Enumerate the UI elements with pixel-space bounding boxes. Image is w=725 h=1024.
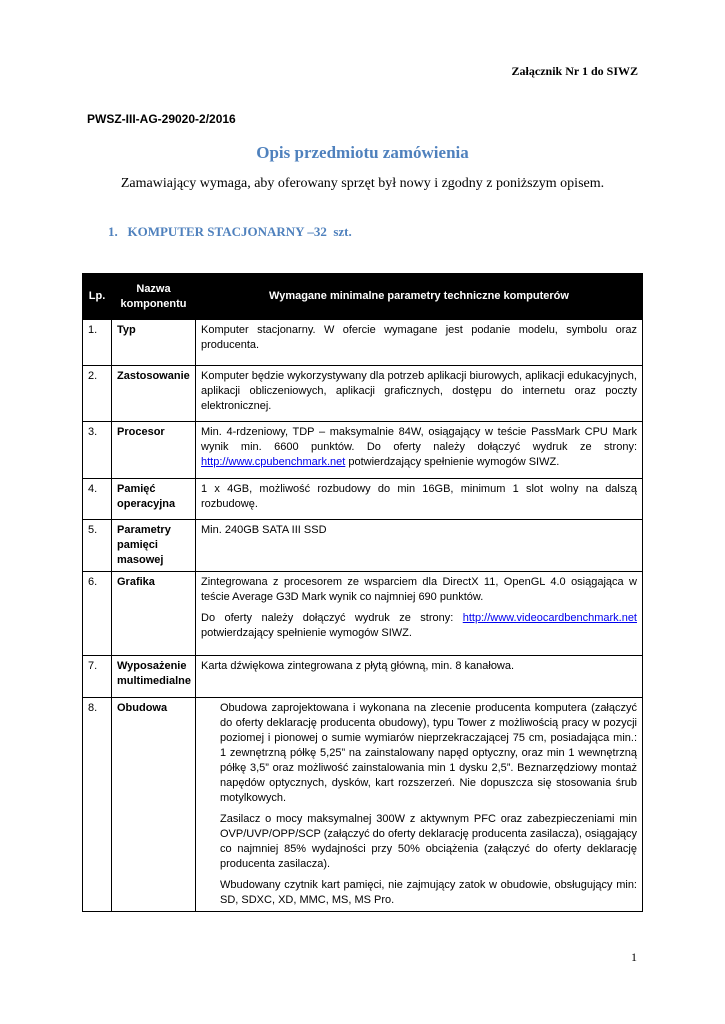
header-name: Nazwa komponentu (112, 274, 196, 320)
row-desc (196, 572, 643, 656)
row-desc: Karta dźwiękowa zintegrowana z płytą główną, min. 8 kanałowa. (196, 656, 643, 698)
intro-text: Zamawiający wymaga, aby oferowany sprzęt był nowy i zgodny z poniższym opisem. (120, 176, 605, 191)
row-lp: 4. (83, 479, 112, 520)
row-lp: 1. (83, 320, 112, 366)
row-name: Zastosowanie (112, 366, 196, 422)
header-params: Wymagane minimalne parametry techniczne komputerów (196, 274, 643, 320)
row-desc-text: potwierdzający spełnienie wymogów SIWZ. (201, 627, 412, 639)
row-desc (196, 422, 643, 479)
table-row (83, 698, 643, 912)
table-row (83, 422, 643, 479)
row-desc: Komputer stacjonarny. W ofercie wymagane jest podanie modelu, symbolu oraz producenta. (196, 320, 643, 366)
row-desc: Min. 240GB SATA III SSD (196, 520, 643, 572)
section-heading: 1. KOMPUTER STACJONARNY –32 szt. (108, 224, 352, 239)
attachment-label: Załącznik Nr 1 do SIWZ (511, 64, 638, 78)
page-number: 1 (631, 950, 637, 964)
row-lp: 5. (83, 520, 112, 572)
row-desc-text: Min. 4-rdzeniowy, TDP – maksymalnie 84W, osiągający w teście PassMark CPU Mark wynik min. 6600 punktów. Do oferty należy dołączyć wydruk ze strony: (201, 426, 637, 453)
cpubenchmark-link[interactable]: http://www.cpubenchmark.net (201, 456, 346, 468)
row-desc-paragraph: Obudowa zaprojektowana i wykonana na zlecenie producenta komputera (załączyć do oferty deklarację producenta obudowy), typu Tower z możliwością pracy w pozycji poziomej i pionowej o sumie wymiarów nieprzekraczającej 75 cm, posiadająca min.: 1 zewnętrzną półkę 5,25” na zainstalowany napęd optyczny, oraz min 1 wewnętrzną półkę 3,5” oraz możliwość zainstalowania min 1 dysku 2,5”. Beznarzędziowy montaż napędów optycznych, dysków, kart rozszerzeń. Nie dopuszcza się stosowania śrub motylkowych. (220, 702, 637, 804)
row-desc (196, 698, 643, 912)
row-desc-text: potwierdzający spełnienie wymogów SIWZ. (345, 456, 560, 468)
row-desc-paragraph (201, 611, 637, 641)
table-row (83, 572, 643, 656)
row-desc-text: Do oferty należy dołączyć wydruk ze strony: (201, 612, 463, 624)
row-lp: 2. (83, 366, 112, 422)
table-row (83, 320, 643, 366)
row-lp: 7. (83, 656, 112, 698)
row-desc-paragraph: Zasilacz o mocy maksymalnej 300W z aktywnym PFC oraz zabezpieczeniami min OVP/UVP/OPP/SCP (załączyć do oferty deklarację producenta zasilacza), osiągający co najmniej 85% wydajności przy 50% obciążenia (załączyć do oferty deklarację producenta zasilacza). (220, 813, 637, 870)
row-lp: 3. (83, 422, 112, 479)
row-name: Typ (112, 320, 196, 366)
spec-table (82, 273, 643, 912)
row-name: Procesor (112, 422, 196, 479)
row-desc-paragraph: Zintegrowana z procesorem ze wsparciem dla DirectX 11, OpenGL 4.0 osiągająca w teście Average G3D Mark wynik co najmniej 690 punktów. (201, 576, 637, 603)
row-desc-paragraph: Wbudowany czytnik kart pamięci, nie zajmujący zatok w obudowie, obsługujący min: SD, SDXC, XD, MMC, MS, MS Pro. (220, 879, 637, 906)
table-row (83, 479, 643, 520)
table-row (83, 520, 643, 572)
header-lp: Lp. (83, 274, 112, 320)
row-name: Wyposażenie multimedialne (112, 656, 196, 698)
videocardbenchmark-link[interactable]: http://www.videocardbenchmark.net (462, 612, 637, 624)
row-desc: Komputer będzie wykorzystywany dla potrzeb aplikacji biurowych, aplikacji edukacyjnych, aplikacji obliczeniowych, aplikacji graficznych, dostępu do internetu oraz poczty elektronicznej. (196, 366, 643, 422)
row-lp: 8. (83, 698, 112, 912)
row-name: Parametry pamięci masowej (112, 520, 196, 572)
page-title: Opis przedmiotu zamówienia (256, 143, 469, 162)
row-lp: 6. (83, 572, 112, 656)
row-name: Pamięć operacyjna (112, 479, 196, 520)
table-header-row (83, 274, 643, 320)
table-row (83, 656, 643, 698)
table-row (83, 366, 643, 422)
row-name: Grafika (112, 572, 196, 656)
row-desc: 1 x 4GB, możliwość rozbudowy do min 16GB, minimum 1 slot wolny na dalszą rozbudowę. (196, 479, 643, 520)
row-name: Obudowa (112, 698, 196, 912)
reference-number: PWSZ-III-AG-29020-2/2016 (87, 112, 236, 126)
